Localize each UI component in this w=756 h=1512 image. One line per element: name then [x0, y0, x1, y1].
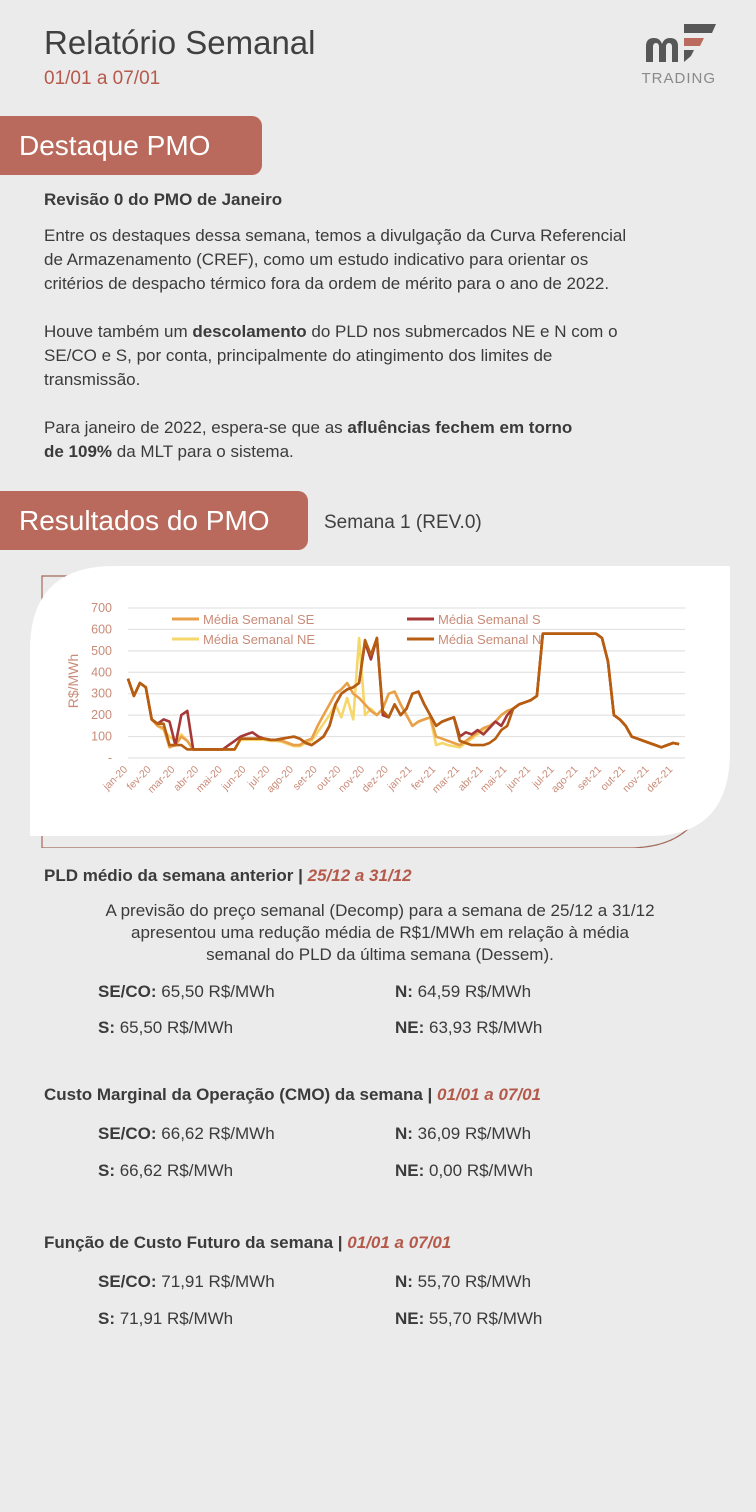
fcf-n: [395, 1272, 531, 1292]
heading-dates: 25/12 a 31/12: [307, 866, 412, 885]
legend-label: Média Semanal NE: [203, 632, 315, 647]
destaque-paragraph-2: [44, 320, 618, 392]
heading-text: Custo Marginal da Operação (CMO) da semana |: [44, 1085, 438, 1104]
y-tick-label: 700: [91, 601, 112, 615]
region-label: S:: [98, 1161, 115, 1180]
text-span: Houve também um: [44, 322, 193, 341]
section-banner-resultados: Resultados do PMO: [0, 491, 308, 550]
region-value: 63,93 R$/MWh: [424, 1018, 543, 1037]
y-tick-label: 600: [91, 622, 112, 637]
region-value: 55,70 R$/MWh: [412, 1272, 532, 1291]
text-span: do PLD nos submercados NE e N com o: [306, 322, 618, 341]
region-label: N:: [395, 1272, 413, 1291]
y-tick-label: 200: [91, 708, 112, 723]
x-tick-label: out-21: [598, 763, 628, 794]
region-label: S:: [98, 1018, 115, 1037]
x-tick-label: ago-21: [548, 763, 581, 796]
region-value: 0,00 R$/MWh: [424, 1161, 533, 1180]
x-tick-label: fev-20: [124, 763, 154, 793]
text-bold: afluências fechem em torno: [347, 418, 573, 437]
x-tick-label: jan-20: [100, 763, 131, 793]
pld-n: [395, 982, 531, 1002]
x-tick-label: jun-20: [219, 763, 249, 793]
region-value: 71,91 R$/MWh: [156, 1272, 275, 1291]
x-tick-label: out-20: [313, 763, 344, 794]
x-tick-label: nov-21: [620, 763, 652, 795]
chart-background: [30, 566, 730, 836]
fcf-s: [98, 1309, 233, 1329]
fcf-ne: [395, 1309, 542, 1329]
pld-description: [60, 900, 700, 966]
y-tick-label: 500: [91, 643, 112, 658]
region-label: SE/CO:: [98, 982, 157, 1001]
y-tick-label: 400: [91, 665, 112, 680]
text-bold: descolamento: [192, 322, 307, 341]
region-label: NE:: [395, 1018, 425, 1037]
cmo-n: [395, 1124, 531, 1144]
x-tick-label: nov-20: [335, 763, 368, 795]
x-tick-label: jul-20: [245, 763, 273, 791]
region-label: SE/CO:: [98, 1272, 157, 1291]
page-title: Relatório Semanal: [44, 24, 316, 61]
week-label: Semana 1 (REV.0): [324, 512, 482, 533]
x-tick-label: set-20: [290, 763, 320, 793]
text-line: transmissão.: [44, 370, 141, 389]
region-value: 66,62 R$/MWh: [115, 1161, 234, 1180]
cmo-s: [98, 1161, 233, 1181]
text-line: A previsão do preço semanal (Decomp) para a semana de 25/12 a 31/12: [105, 901, 655, 920]
heading-dates: 01/01 a 07/01: [437, 1085, 541, 1104]
x-tick-label: mai-20: [193, 763, 225, 795]
region-value: 66,62 R$/MWh: [156, 1124, 275, 1143]
y-axis-label: R$/MWh: [65, 653, 81, 709]
region-label: S:: [98, 1309, 115, 1328]
heading-dates: 01/01 a 07/01: [347, 1233, 452, 1252]
pld-seco: [98, 982, 275, 1002]
text-span: Para janeiro de 2022, espera-se que as: [44, 418, 348, 437]
cmo-ne: [395, 1161, 533, 1181]
text-line: semanal do PLD da última semana (Dessem).: [206, 945, 554, 964]
x-tick-label: dez-20: [359, 763, 391, 795]
x-tick-label: mai-21: [478, 763, 510, 795]
text-line: apresentou uma redução média de R$1/MWh em relação à média: [131, 923, 629, 942]
x-tick-label: jun-21: [503, 763, 534, 793]
text-span: da MLT para o sistema.: [112, 442, 294, 461]
report-period: 01/01 a 07/01: [44, 68, 161, 89]
x-tick-label: set-21: [575, 763, 605, 793]
region-value: 65,50 R$/MWh: [156, 982, 275, 1001]
y-tick-label: 100: [91, 729, 112, 744]
y-tick-label: 300: [91, 686, 112, 701]
x-tick-label: dez-21: [644, 763, 676, 795]
destaque-paragraph-1: [44, 224, 626, 296]
fcf-seco: [98, 1272, 275, 1292]
cmo-heading: [44, 1085, 541, 1105]
fcf-heading: [44, 1233, 451, 1253]
destaque-paragraph-3: [44, 416, 572, 464]
text-line: Entre os destaques dessa semana, temos a divulgação da Curva Referencial: [44, 226, 627, 245]
region-label: N:: [395, 1124, 413, 1143]
cmo-seco: [98, 1124, 275, 1144]
pld-ne: [395, 1018, 542, 1038]
x-tick-label: mar-20: [145, 763, 178, 796]
legend-label: Média Semanal SE: [203, 612, 315, 627]
region-value: 36,09 R$/MWh: [412, 1124, 532, 1143]
x-tick-label: jan-21: [385, 763, 415, 793]
region-value: 65,50 R$/MWh: [115, 1018, 234, 1037]
logo-text: TRADING: [641, 70, 716, 87]
x-tick-label: fev-21: [409, 763, 439, 793]
y-tick-label: -: [107, 751, 112, 765]
legend-label: Média Semanal N: [438, 632, 542, 647]
x-tick-label: ago-20: [264, 763, 297, 796]
section-banner-destaque: Destaque PMO: [0, 116, 262, 175]
destaque-heading: Revisão 0 do PMO de Janeiro: [44, 190, 283, 209]
legend-label: Média Semanal S: [438, 612, 541, 627]
heading-text: Função de Custo Futuro da semana |: [44, 1233, 348, 1252]
pld-s: [98, 1018, 233, 1038]
heading-text: PLD médio da semana anterior |: [44, 866, 308, 885]
x-tick-label: abr-20: [171, 763, 202, 794]
x-tick-label: jul-21: [530, 763, 557, 791]
text-line: de Armazenamento (CREF), como um estudo indicativo para orientar os: [44, 250, 589, 269]
pld-heading: [44, 866, 412, 886]
region-value: 71,91 R$/MWh: [115, 1309, 234, 1328]
region-label: NE:: [395, 1161, 425, 1180]
region-value: 55,70 R$/MWh: [424, 1309, 543, 1328]
text-line: SE/CO e S, por conta, principalmente do atingimento dos limites de: [44, 346, 553, 365]
region-label: NE:: [395, 1309, 425, 1328]
x-tick-label: abr-21: [455, 763, 486, 794]
region-label: N:: [395, 982, 413, 1001]
region-label: SE/CO:: [98, 1124, 157, 1143]
text-line: critérios de despacho térmico fora da ordem de mérito para o ano de 2022.: [44, 274, 610, 293]
x-tick-label: mar-21: [429, 763, 462, 796]
region-value: 64,59 R$/MWh: [412, 982, 532, 1001]
pld-chart: [30, 566, 730, 848]
text-bold: de 109%: [44, 442, 113, 461]
